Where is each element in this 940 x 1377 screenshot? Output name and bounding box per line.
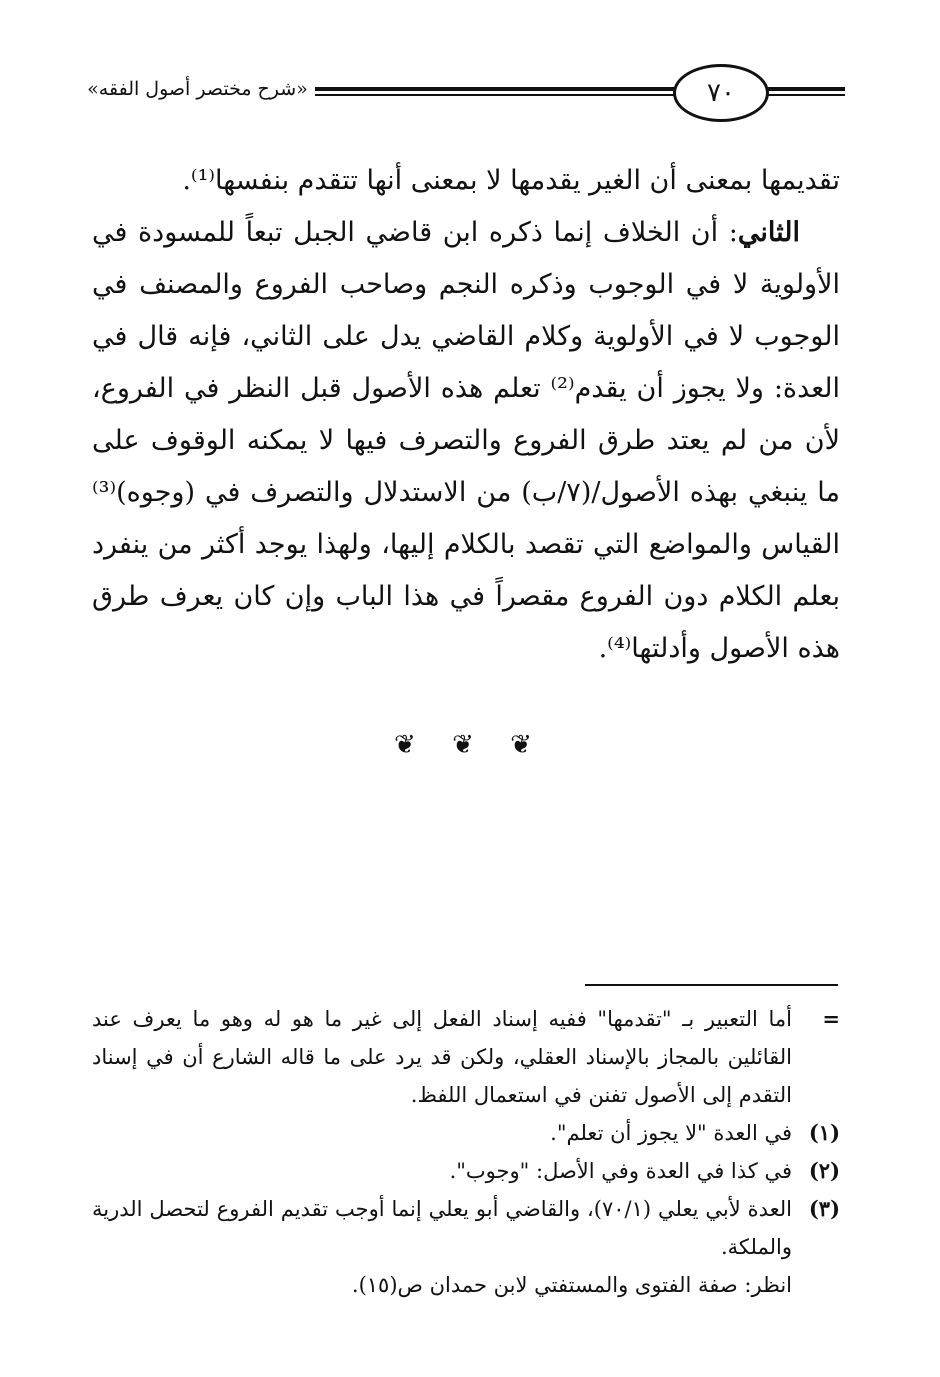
footnote-mark: (٢) bbox=[808, 1158, 840, 1183]
footnote-mark: = bbox=[822, 1006, 840, 1031]
footnote-mark: (٣) bbox=[808, 1196, 840, 1221]
footnote-2 bbox=[92, 1152, 840, 1190]
page-number: ٧٠ bbox=[673, 64, 769, 122]
main-text bbox=[92, 155, 840, 675]
footnote-3 bbox=[92, 1190, 840, 1266]
paragraph-2-lead: الثاني bbox=[737, 217, 800, 248]
footnote-1 bbox=[92, 1114, 840, 1152]
footnotes bbox=[92, 1000, 840, 1304]
footnote-continuation bbox=[92, 1000, 840, 1114]
footnote-text: انظر: صفة الفتوى والمستفتي لابن حمدان ص(١٥). bbox=[351, 1273, 792, 1297]
paragraph-2 bbox=[92, 207, 840, 675]
page-header bbox=[85, 62, 845, 122]
running-title: «شرح مختصر أصول الفقه» bbox=[87, 78, 308, 100]
footnote-mark bbox=[792, 1266, 840, 1304]
footnote-text: العدة لأبي يعلي (٧٠/١)، والقاضي أبو يعلي إنما أوجب تقديم الفروع لتحصل الدرية والملكة. bbox=[92, 1197, 792, 1259]
footnote-3-continued bbox=[92, 1266, 840, 1304]
footnote-separator bbox=[585, 984, 838, 986]
footnote-mark: (١) bbox=[808, 1120, 840, 1145]
footnote-text: أما التعبير بـ "تقدمها" ففيه إسناد الفعل إلى غير ما هو له وهو ما يعرف عند القائلين بالمجاز بالإسناد العقلي، ولكن قد يرد على ما قاله الشارع أن في إسناد التقدم إلى الأصول تفنن في استعمال اللفظ. bbox=[92, 1007, 792, 1107]
section-ornament: ❦ ❦ ❦ bbox=[394, 730, 546, 760]
paragraph-2-rest: : أن الخلاف إنما ذكره ابن قاضي الجبل تبعاً للمسودة في الأولوية لا في الوجوب وذكره النجم وصاحب الفروع والمصنف في الوجوب لا في الأولوية وكلام القاضي يدل على الثاني، فإنه قال في العدة: ولا يجوز أن يقدم⁽²⁾ تعلم هذه الأصول قبل النظر في الفروع، لأن من لم يعتد طرق الفروع والتصرف فيها لا يمكنه الوقوف على ما ينبغي بهذه الأصول/(٧/ب) من الاستدلال والتصرف في (وجوه)⁽³⁾ القياس والمواضع التي تقصد بالكلام إليها، ولهذا يوجد أكثر من ينفرد بعلم الكلام دون الفروع مقصراً في هذا الباب وإن كان يعرف طرق هذه الأصول وأدلتها⁽⁴⁾. bbox=[92, 217, 841, 664]
footnote-text: في كذا في العدة وفي الأصل: "وجوب". bbox=[449, 1159, 792, 1183]
paragraph-1: تقديمها بمعنى أن الغير يقدمها لا بمعنى أنها تتقدم بنفسها⁽¹⁾. bbox=[182, 165, 840, 196]
footnote-text: في العدة "لا يجوز أن تعلم". bbox=[550, 1121, 792, 1145]
